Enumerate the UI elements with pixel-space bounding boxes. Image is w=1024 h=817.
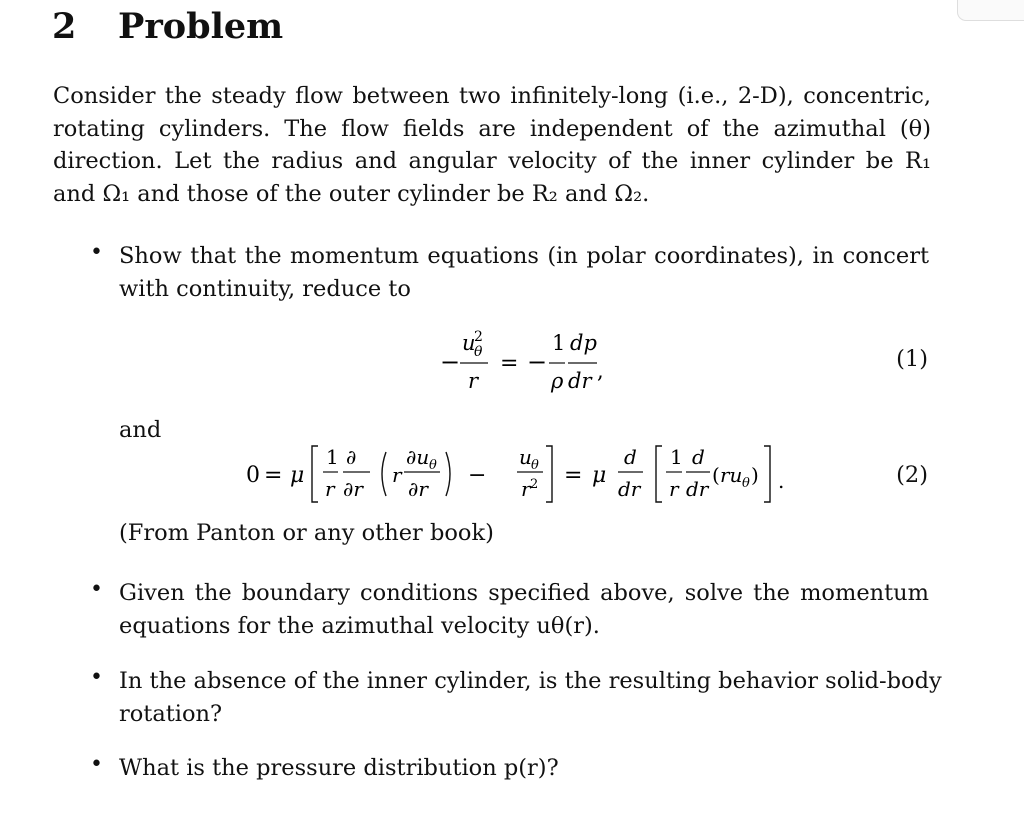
eq2-r: r: [325, 477, 335, 501]
bullet-line: Show that the momentum equations (in polar coordinates), in concert: [119, 243, 929, 269]
eq2-equals-2: =: [564, 463, 583, 488]
eq2-sub-2: θ: [531, 458, 539, 473]
eq2-partial-r: ∂r: [343, 477, 363, 501]
eq2-r-2: r: [392, 463, 402, 487]
eq2-d-2: d: [692, 445, 705, 469]
intro-paragraph: [53, 80, 931, 210]
bullet-line: rotation?: [119, 700, 223, 727]
bullet-line: Given the boundary conditions specified above, solve the momentum: [119, 580, 929, 606]
eq1-dp: dp: [570, 331, 597, 355]
corner-tab: [957, 0, 1024, 21]
eq2-zero: 0: [246, 463, 260, 488]
eq2-left-bracket-2: [656, 446, 662, 502]
bullet-item-1: [119, 240, 929, 305]
eq2-r-squared: r: [521, 477, 531, 501]
bullet-line: What is the pressure distribution p(r)?: [119, 755, 559, 781]
eq2-partial: ∂: [346, 445, 357, 469]
and-text: and: [119, 417, 162, 443]
eq1-denominator: r: [468, 369, 479, 393]
eq2-one-2: 1: [670, 445, 683, 469]
eq2-one: 1: [326, 445, 339, 469]
intro-line: rotating cylinders. The flow fields are independent of the azimuthal (θ): [53, 115, 931, 142]
eq1-comma: ,: [597, 359, 604, 383]
eq1-minus-2: −: [527, 348, 548, 376]
eq2-minus: −: [468, 463, 487, 488]
bullet-marker: •: [90, 240, 103, 265]
eq2-mu: μ: [290, 463, 305, 488]
eq2-r-3: r: [669, 477, 679, 501]
bullet-marker: •: [90, 752, 103, 777]
eq1-numerator: u: [462, 331, 476, 355]
eq1-sub: θ: [474, 344, 483, 360]
bullet-line: with continuity, reduce to: [119, 275, 411, 302]
eq2-right-paren: [446, 452, 450, 496]
intro-line: Consider the steady flow between two infinitely-long (i.e., 2-D), concentric,: [53, 83, 931, 109]
source-note: (From Panton or any other book): [119, 520, 494, 546]
eq1-one: 1: [552, 331, 566, 355]
bullet-line: In the absence of the inner cylinder, is the resulting behavior solid-body: [119, 668, 942, 694]
section-heading: [52, 6, 283, 47]
intro-line: direction. Let the radius and angular velocity of the inner cylinder be R₁: [53, 148, 931, 174]
eq2-dr-3: dr: [686, 477, 709, 501]
eq2-mu-2: μ: [592, 463, 607, 488]
eq2-equals: =: [264, 463, 283, 488]
bullet-line: equations for the azimuthal velocity uθ(r).: [119, 612, 600, 639]
bullet-marker: •: [90, 577, 103, 602]
eq2-right-bracket-2: [764, 446, 770, 502]
bullet-item-2: [119, 577, 929, 642]
section-number: 2: [52, 6, 77, 47]
eq2-left-bracket: [312, 446, 318, 502]
eq2-right-bracket: [546, 446, 552, 502]
eq2-ru: ru: [720, 463, 743, 487]
bullet-item-4: [119, 752, 929, 785]
bullet-item-3: [119, 665, 942, 730]
eq2-open-paren: (: [712, 463, 720, 487]
equation-2-label: (2): [896, 462, 928, 488]
eq1-minus: −: [440, 348, 461, 376]
equation-1-label: (1): [896, 346, 928, 372]
eq2-dr: ∂r: [408, 477, 428, 501]
equation-1-svg: [440, 326, 630, 396]
bullet-marker: •: [90, 665, 103, 690]
eq2-du: ∂u: [406, 445, 430, 469]
eq2-dr-2: dr: [618, 477, 641, 501]
intro-line: and Ω₁ and those of the outer cylinder be R₂ and Ω₂.: [53, 180, 650, 207]
eq2-u: u: [519, 445, 532, 469]
eq2-sub-3: θ: [742, 476, 750, 491]
eq1-sup: 2: [474, 329, 483, 345]
section-title: Problem: [118, 6, 284, 47]
eq2-r-squared-sup: 2: [530, 477, 539, 492]
eq1-dr: dr: [568, 369, 592, 393]
eq2-close-paren: ): [751, 463, 759, 487]
eq2-period: .: [778, 469, 785, 493]
eq1-rho: ρ: [551, 369, 564, 393]
equation-2-svg: [246, 436, 806, 516]
eq2-left-paren: [382, 452, 386, 496]
eq2-sub-1: θ: [429, 458, 437, 473]
eq1-equals: =: [500, 351, 519, 376]
eq2-d: d: [624, 445, 637, 469]
